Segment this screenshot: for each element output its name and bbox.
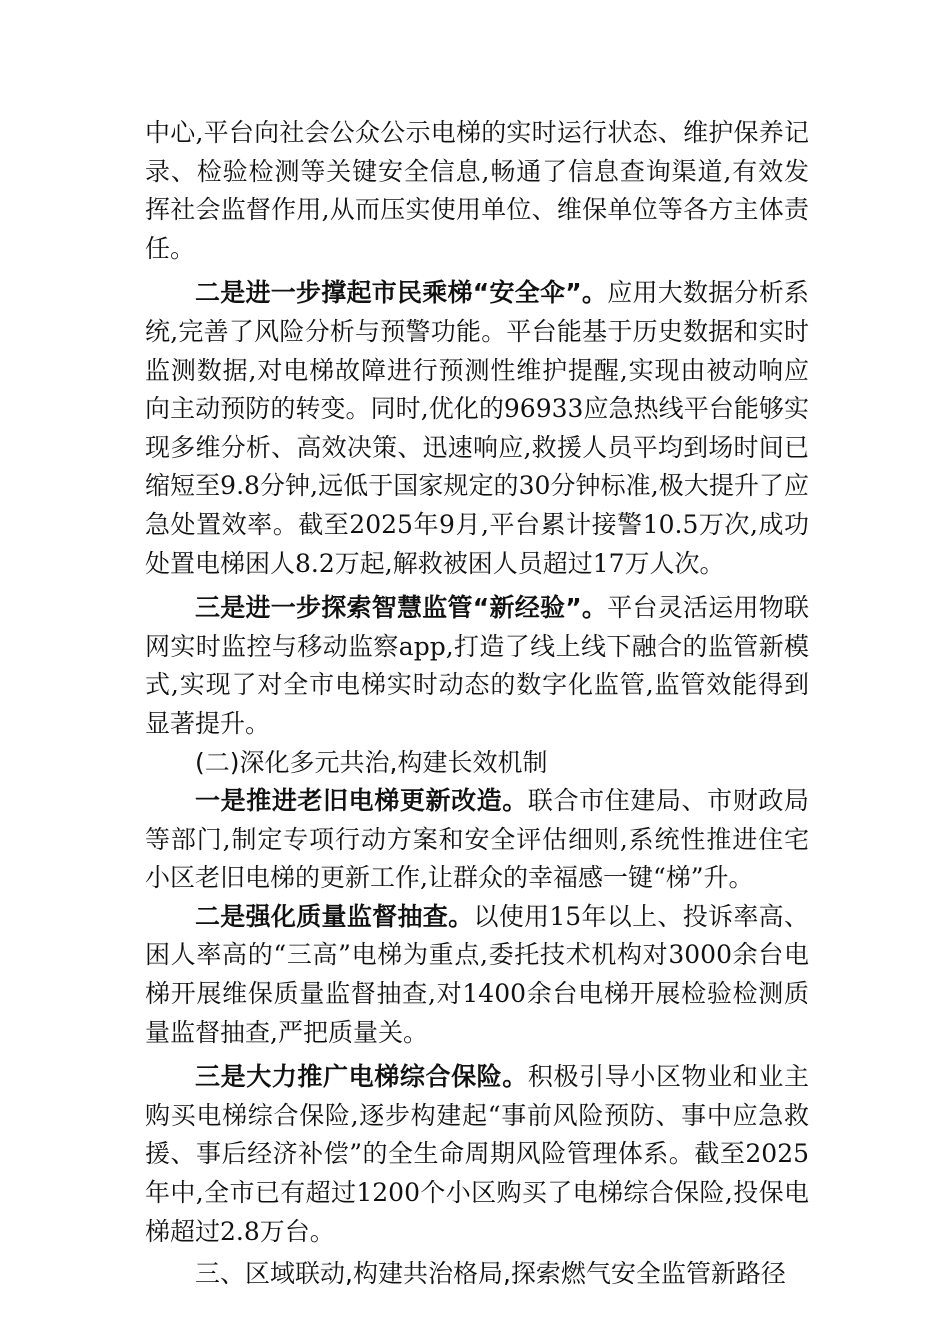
paragraph-text: 联合市住建局、市财政局等部门,制定专项行动方案和安全评估细则,系统性推进住宅小区老旧电梯的更新工作,让群众的幸福感一键“梯”升。	[145, 786, 809, 893]
paragraph-elevator-insurance	[145, 1058, 809, 1251]
paragraph-text: 应用大数据分析系统,完善了风险分析与预警功能。平台能基于历史数据和实时监测数据,对电梯故障进行预测性维护提醒,实现由被动响应向主动预防的转变。同时,优化的96933应急热线平台能够实现多维分析、高效决策、迅速响应,救援人员平均到场时间已缩短至9.8分钟,远低于国家规定的30分钟标准,极大提升了应急处置效率。截至2025年9月,平台累计接警10.5万次,成功处置电梯困人8.2万起,解救被困人员超过17万人次。	[145, 278, 809, 578]
section-subheading: (二)深化多元共治,构建长效机制	[195, 747, 548, 777]
section-heading: 三、区域联动,构建共治格局,探索燃气安全监管新路径	[195, 1259, 786, 1289]
paragraph-text: 积极引导小区物业和业主购买电梯综合保险,逐步构建起“事前风险预防、事中应急救援、事后经济补偿”的全生命周期风险管理体系。截至2025年中,全市已有超过1200个小区购买了电梯综合保险,投保电梯超过2.8万台。	[145, 1062, 809, 1246]
paragraph-lead: 一是推进老旧电梯更新改造。	[195, 786, 528, 816]
paragraph-lead: 二是进一步撑起市民乘梯“安全伞”。	[195, 278, 608, 308]
paragraph-safety-umbrella	[145, 274, 809, 583]
paragraph-text: 中心,平台向社会公众公示电梯的实时运行状态、维护保养记录、检验检测等关键安全信息,畅通了信息查询渠道,有效发挥社会监督作用,从而压实使用单位、维保单位等各方主体责任。	[145, 118, 809, 263]
paragraph-lead: 二是强化质量监督抽查。	[195, 901, 474, 931]
paragraph-continuation	[145, 114, 809, 268]
paragraph-text: 以使用15年以上、投诉率高、困人率高的“三高”电梯为重点,委托技术机构对3000余台电梯开展维保质量监督抽查,对1400余台电梯开展检验检测质量监督抽查,严把质量关。	[145, 901, 809, 1047]
paragraph-elevator-renewal	[145, 782, 809, 898]
paragraph-text: 平台灵活运用物联网实时监控与移动监察app,打造了线上线下融合的监管新模式,实现了对全市电梯实时动态的数字化监管,监管效能得到显著提升。	[145, 593, 809, 738]
paragraph-quality-inspection	[145, 898, 809, 1052]
paragraph-lead: 三是大力推广电梯综合保险。	[195, 1062, 528, 1092]
paragraph-smart-supervision	[145, 589, 809, 743]
document-page	[145, 114, 809, 1294]
paragraph-lead: 三是进一步探索智慧监管“新经验”。	[195, 593, 608, 623]
